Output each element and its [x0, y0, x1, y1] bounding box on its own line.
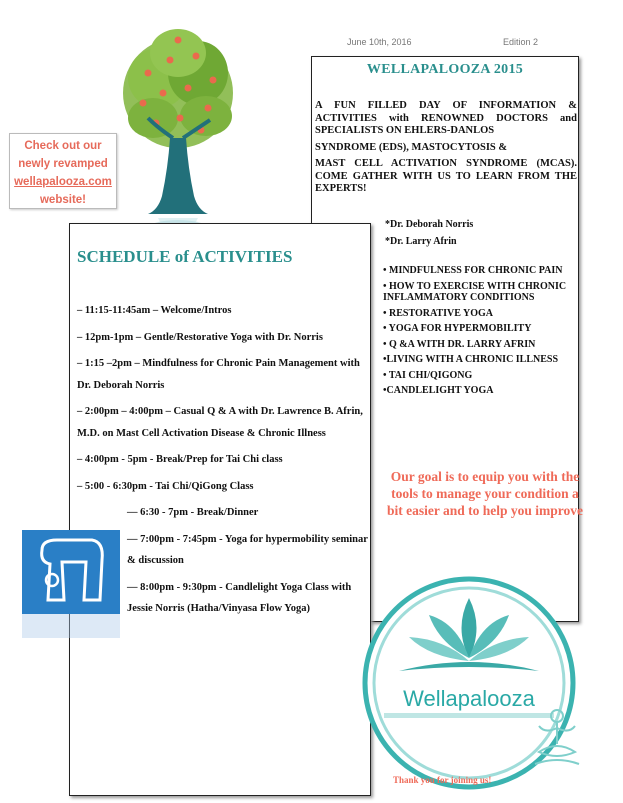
logo-wordmark: Wellapalooza [403, 686, 535, 711]
schedule-row: – 1:15 –2pm – Mindfulness for Chronic Pain Management with Dr. Deborah Norris [77, 358, 360, 391]
topic-item: •LIVING WITH A CHRONIC ILLNESS [383, 354, 559, 365]
schedule-list [77, 300, 369, 625]
website-promo-box [9, 133, 117, 209]
topics-list [383, 265, 578, 401]
tree-trunk [148, 138, 208, 214]
meditation-figure-icon [527, 706, 587, 770]
promo-line-1: Check out our [24, 140, 102, 152]
thank-you-text: Thank you for joining us! [393, 775, 492, 785]
intro-paragraph: SYNDROME (EDS), MASTOCYTOSIS & [315, 141, 508, 153]
topic-item: •CANDLELIGHT YOGA [383, 385, 494, 396]
schedule-row: – 4:00pm - 5pm - Break/Prep for Tai Chi class [77, 454, 283, 465]
topic-item: • TAI CHI/QIGONG [383, 369, 473, 381]
topic-item: • HOW TO EXERCISE WITH CHRONIC INFLAMMATORY CONDITIONS [383, 280, 567, 303]
schedule-title: SCHEDULE of ACTIVITIES [77, 247, 293, 266]
topic-item: • RESTORATIVE YOGA [383, 307, 494, 319]
tree-foliage [123, 29, 233, 148]
promo-line-2: newly revamped [18, 158, 108, 170]
speakers-list [385, 216, 473, 250]
date-text: June 10th, 2016 [347, 37, 412, 47]
website-link[interactable]: wellapalooza.com [14, 176, 112, 188]
topic-item: • MINDFULNESS FOR CHRONIC PAIN [383, 265, 563, 276]
event-intro [315, 100, 577, 200]
schedule-row: – 11:15-11:45am – Welcome/Intros [77, 305, 232, 316]
intro-paragraph: MAST CELL ACTIVATION SYNDROME (MCAS). COME GATHER WITH US TO LEARN FROM THE EXPERTS! [315, 158, 577, 194]
schedule-row: — 8:00pm - 9:30pm - Candlelight Yoga Class with Jessie Norris (Hatha/Vinyasa Flow Yoga) [127, 581, 352, 614]
goal-statement: Our goal is to equip you with the tools to manage your condition a bit easier and to help you improve [386, 469, 583, 518]
topic-item: • Q &A WITH DR. LARRY AFRIN [383, 338, 536, 350]
schedule-row: — 6:30 - 7pm - Break/Dinner [127, 507, 259, 518]
intro-paragraph: A FUN FILLED DAY OF INFORMATION & ACTIVITIES with RENOWNED DOCTORS and SPECIALISTS ON EHLERS-DANLOS [315, 100, 577, 136]
schedule-row: — 7:00pm - 7:45pm - Yoga for hypermobility seminar & discussion [127, 533, 368, 566]
promo-line-4: website! [39, 194, 86, 206]
speaker-item: *Dr. Deborah Norris [385, 219, 474, 230]
schedule-row: – 2:00pm – 4:00pm – Casual Q & A with Dr. Lawrence B. Afrin, M.D. on Mast Cell Activation Disease & Chronic Illness [77, 406, 363, 439]
yoga-pose-image [22, 530, 120, 638]
schedule-row: – 5:00 - 6:30pm - Tai Chi/QiGong Class [77, 480, 254, 492]
schedule-row: – 12pm-1pm – Gentle/Restorative Yoga with Dr. Norris [77, 331, 323, 343]
event-title: WELLAPALOOZA 2015 [366, 62, 524, 77]
edition-text: Edition 2 [503, 37, 539, 47]
speaker-item: *Dr. Larry Afrin [385, 236, 457, 247]
topic-item: • YOGA FOR HYPERMOBILITY [383, 323, 532, 334]
